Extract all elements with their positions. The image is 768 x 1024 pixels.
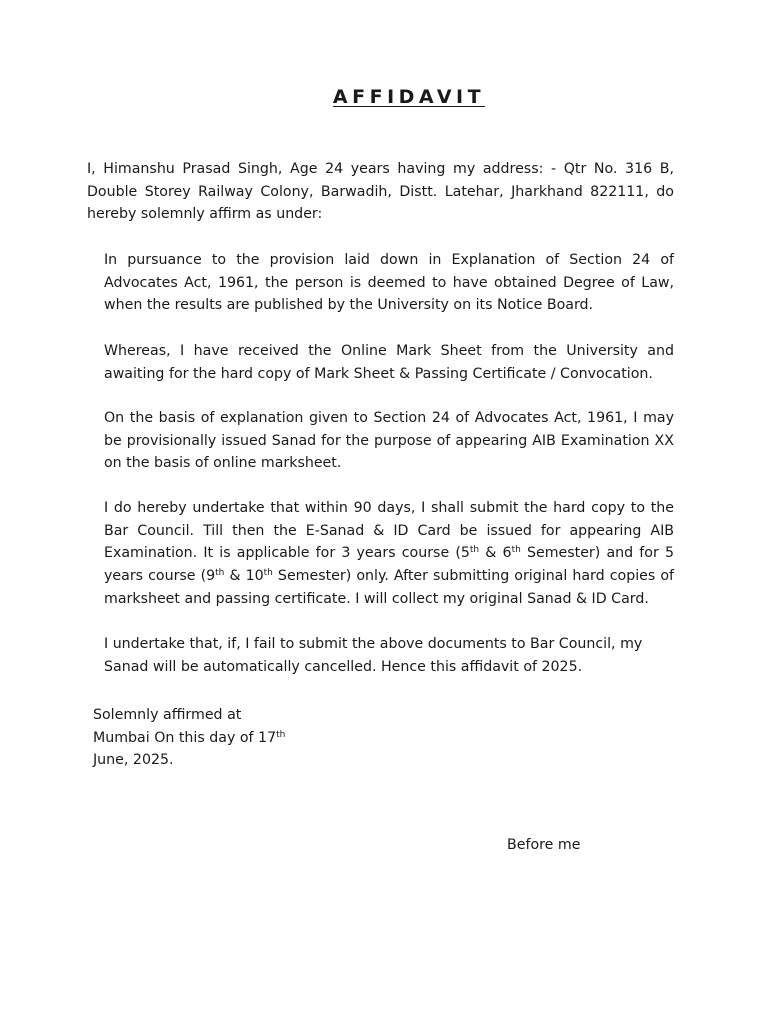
affirmation-line-3: June, 2025. xyxy=(93,752,174,769)
affirmation-line-2 xyxy=(93,727,285,750)
clause-mark-sheet: Whereas, I have received the Online Mark Sheet from the University and awaiting for the hard copy of Mark Sheet & Passing Certificate / Convocation. xyxy=(104,343,674,382)
undertaking-text-1: I do hereby undertake that within 90 days, I shall submit the hard copy to the Bar Council. Till then the E-Sanad & ID Card be issued for appearing AIB Examination. It is applicable for 3 years course (5 xyxy=(104,500,674,562)
superscript-th: th xyxy=(511,545,521,556)
document-title: AFFIDAVIT xyxy=(332,86,486,108)
clause-provision: In pursuance to the provision laid down in Explanation of Section 24 of Advocates Act, 1961, the person is deemed to have obtained Degree of Law, when the results are published by the University on its Notice Board. xyxy=(104,252,674,314)
clause-undertaking xyxy=(104,497,674,611)
superscript-th: th xyxy=(215,568,225,579)
superscript-th: th xyxy=(276,729,286,740)
before-me-label: Before me xyxy=(507,837,581,853)
clause-provisional-sanad: On the basis of explanation given to Section 24 of Advocates Act, 1961, I may be provisionally issued Sanad for the purpose of appearing AIB Examination XX on the basis of online marksheet. xyxy=(104,410,674,472)
superscript-th: th xyxy=(263,568,273,579)
intro-paragraph: I, Himanshu Prasad Singh, Age 24 years having my address: - Qtr No. 316 B, Double Storey Railway Colony, Barwadih, Distt. Latehar, Jharkhand 822111, do hereby solemnly affirm as under: xyxy=(87,161,674,223)
clause-cancellation: I undertake that, if, I fail to submit the above documents to Bar Council, my Sanad will be automatically cancelled. Hence this affidavit of 2025. xyxy=(104,636,643,675)
undertaking-text-3: Semester) and for 5 years course (9 xyxy=(104,545,675,585)
undertaking-text-4: & 10 xyxy=(224,568,264,585)
superscript-th: th xyxy=(469,545,480,556)
affirmation-line-1: Solemnly affirmed at xyxy=(93,707,242,723)
affirmation-block xyxy=(93,704,285,772)
undertaking-text-2: & 6 xyxy=(479,545,512,562)
undertaking-text-5: Semester) only. After submitting original hard copies of marksheet and passing certificate. I will collect my original Sanad & ID Card. xyxy=(104,568,674,607)
affirmation-date-text: Mumbai On this day of 17 xyxy=(93,729,277,746)
